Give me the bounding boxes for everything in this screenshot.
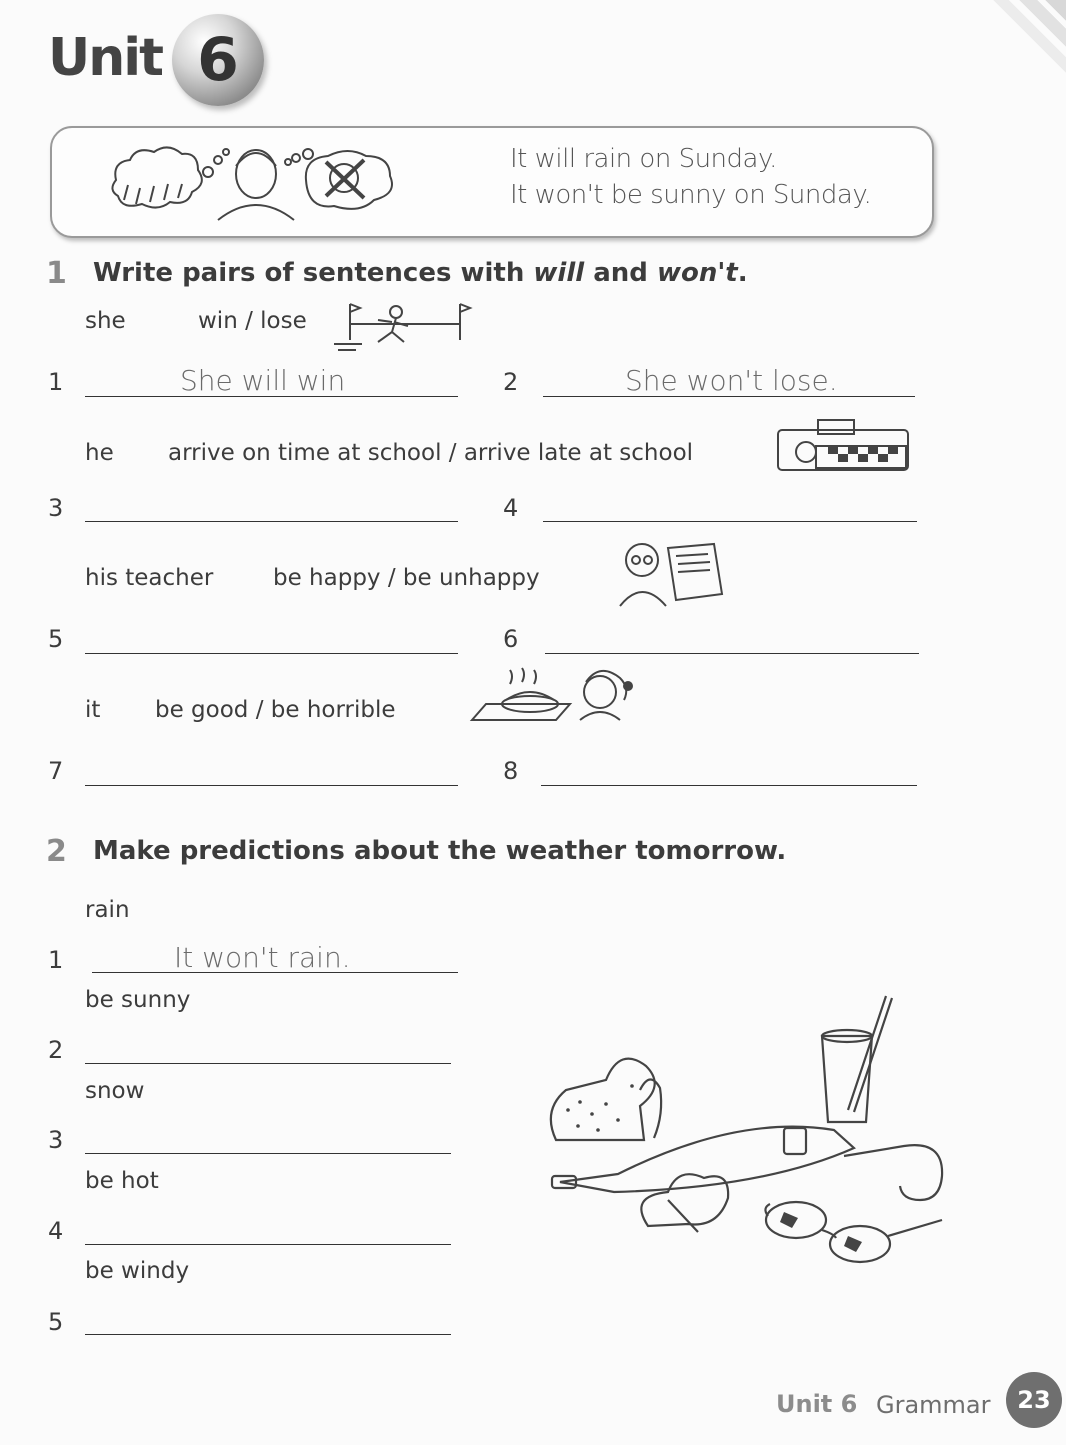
footer-section-label: Grammar [876, 1391, 991, 1419]
cue-verbs: win / lose [198, 308, 307, 334]
exercise-1-number: 1 [46, 256, 67, 291]
girl-smelling-food-illustration [470, 664, 638, 724]
exercise-2-instruction: Make predictions about the weather tomorrow. [93, 836, 787, 866]
answer-line-6[interactable] [545, 653, 919, 654]
answer-line-7[interactable] [85, 785, 458, 786]
answer-line-8[interactable] [541, 785, 917, 786]
instruction-wont: won't [656, 258, 738, 288]
weather-answer-line-5[interactable] [85, 1334, 451, 1335]
instruction-will: will [533, 258, 585, 288]
grammar-example-line-1: It will rain on Sunday. [510, 144, 777, 174]
instruction-text: and [584, 258, 657, 288]
sleeping-boy-illustration [772, 416, 914, 476]
cue-weather: be windy [85, 1258, 190, 1284]
cue-weather: rain [85, 897, 130, 923]
weather-answer-line-3[interactable] [85, 1153, 451, 1154]
page-corner-decoration [936, 0, 1066, 130]
item-number: 1 [48, 946, 64, 974]
item-number: 2 [48, 1036, 64, 1064]
item-number: 6 [503, 625, 519, 653]
page-number: 23 [1006, 1372, 1062, 1428]
cue-verbs: arrive on time at school / arrive late at school [168, 440, 694, 466]
item-number: 8 [503, 757, 519, 785]
instruction-text: Write pairs of sentences with [93, 258, 534, 288]
grammar-example-line-2: It won't be sunny on Sunday. [510, 180, 872, 210]
cue-verbs: be happy / be unhappy [273, 565, 540, 591]
exercise-2-number: 2 [46, 834, 67, 869]
cue-verbs: be good / be horrible [155, 697, 396, 723]
cue-subject: his teacher [85, 565, 214, 591]
race-finish-illustration [332, 300, 482, 356]
item-number: 5 [48, 1308, 64, 1336]
weather-items-illustration [548, 990, 948, 1270]
cue-weather: be hot [85, 1168, 159, 1194]
item-number: 7 [48, 757, 64, 785]
item-number: 1 [48, 368, 64, 396]
footer-unit-label: Unit 6 [776, 1390, 858, 1418]
cue-weather: snow [85, 1078, 145, 1104]
cue-subject: it [85, 697, 101, 723]
answer-line-4[interactable] [543, 521, 917, 522]
unit-title: Unit [48, 28, 162, 88]
weather-answer-line-2[interactable] [85, 1063, 451, 1064]
answer-1-text: She will win [180, 364, 346, 397]
cue-subject: he [85, 440, 114, 466]
weather-answer-line-4[interactable] [85, 1244, 451, 1245]
item-number: 4 [503, 494, 519, 522]
item-number: 3 [48, 1126, 64, 1154]
teacher-with-paper-illustration [616, 538, 728, 608]
cue-weather: be sunny [85, 987, 191, 1013]
item-number: 5 [48, 625, 64, 653]
item-number: 2 [503, 368, 519, 396]
exercise-1-instruction [93, 258, 748, 288]
item-number: 4 [48, 1217, 64, 1245]
answer-line-3[interactable] [85, 521, 458, 522]
weather-thinking-illustration [108, 140, 408, 230]
weather-answer-1-text: It won't rain. [174, 941, 351, 974]
unit-number-badge: 6 [172, 14, 264, 106]
cue-subject: she [85, 308, 126, 334]
item-number: 3 [48, 494, 64, 522]
answer-2-text: She won't lose. [625, 364, 838, 397]
instruction-text: . [737, 258, 748, 288]
answer-line-5[interactable] [85, 653, 458, 654]
